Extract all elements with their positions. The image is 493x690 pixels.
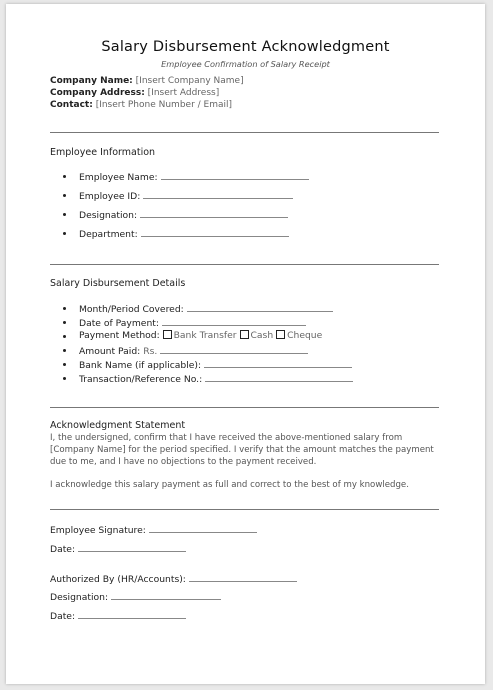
authorized-date-label: Date: bbox=[50, 611, 76, 622]
date-of-payment-field[interactable] bbox=[162, 316, 306, 326]
bullet-dot bbox=[63, 307, 66, 310]
employee-id-field[interactable] bbox=[143, 189, 293, 199]
designation-label: Designation: bbox=[79, 210, 138, 221]
company-contact-row bbox=[50, 100, 232, 110]
designation-field[interactable] bbox=[140, 208, 288, 218]
document-page bbox=[6, 4, 485, 684]
bullet-dot bbox=[63, 321, 66, 324]
bullet-dot bbox=[63, 175, 66, 178]
document-subtitle: Employee Confirmation of Salary Receipt bbox=[161, 59, 330, 69]
authorized-by-field[interactable] bbox=[189, 572, 297, 582]
bank-transfer-checkbox[interactable] bbox=[163, 330, 172, 339]
document-title: Salary Disbursement Acknowledgment bbox=[101, 39, 390, 55]
acknowledgment-line-1: I, the undersigned, confirm that I have received the above-mentioned salary from bbox=[50, 433, 403, 443]
month-period-field[interactable] bbox=[187, 302, 333, 312]
authorized-date-row bbox=[50, 609, 186, 622]
divider bbox=[50, 132, 439, 133]
employee-signature-row bbox=[50, 523, 257, 536]
employee-id-label: Employee ID: bbox=[79, 191, 141, 202]
bank-name-field[interactable] bbox=[204, 358, 352, 368]
cash-option: Cash bbox=[250, 330, 274, 341]
transaction-ref-label: Transaction/Reference No.: bbox=[79, 374, 203, 385]
authorized-designation-field[interactable] bbox=[111, 590, 221, 600]
employee-date-field[interactable] bbox=[78, 542, 186, 552]
acknowledgment-line-2: [Company Name] for the period specified. I verify that the amount matches the payment bbox=[50, 445, 434, 455]
department-label: Department: bbox=[79, 229, 138, 240]
company-address-row bbox=[50, 88, 219, 98]
amount-prefix: Rs. bbox=[143, 346, 158, 357]
amount-paid-field[interactable] bbox=[160, 344, 308, 354]
authorized-designation-row bbox=[50, 590, 221, 603]
company-name-row bbox=[50, 76, 244, 86]
employee-signature-field[interactable] bbox=[149, 523, 257, 533]
acknowledgment-line-4: I acknowledge this salary payment as full and correct to the best of my knowledge. bbox=[50, 480, 409, 490]
divider bbox=[50, 509, 439, 510]
employee-date-label: Date: bbox=[50, 544, 76, 555]
cash-checkbox[interactable] bbox=[240, 330, 249, 339]
bullet-dot bbox=[63, 213, 66, 216]
company-name-label: Company Name: bbox=[50, 76, 133, 86]
bullet-dot bbox=[63, 335, 66, 338]
divider bbox=[50, 407, 439, 408]
divider bbox=[50, 264, 439, 265]
employee-name-field[interactable] bbox=[161, 170, 309, 180]
authorized-by-row bbox=[50, 572, 297, 585]
bullet-dot bbox=[63, 363, 66, 366]
bank-transfer-option: Bank Transfer bbox=[173, 330, 237, 341]
employee-date-row bbox=[50, 542, 186, 555]
company-address-value[interactable]: [Insert Address] bbox=[147, 88, 220, 98]
transaction-ref-field[interactable] bbox=[205, 372, 353, 382]
company-address-label: Company Address: bbox=[50, 88, 145, 98]
payment-method-label: Payment Method: bbox=[79, 330, 160, 341]
employee-name-label: Employee Name: bbox=[79, 172, 158, 183]
bullet-dot bbox=[63, 377, 66, 380]
date-of-payment-label: Date of Payment: bbox=[79, 318, 159, 329]
bullet-dot bbox=[63, 232, 66, 235]
employee-signature-label: Employee Signature: bbox=[50, 525, 146, 536]
cheque-checkbox[interactable] bbox=[276, 330, 285, 339]
department-field[interactable] bbox=[141, 227, 289, 237]
bullet-dot bbox=[63, 349, 66, 352]
authorized-designation-label: Designation: bbox=[50, 592, 109, 603]
cheque-option: Cheque bbox=[287, 330, 323, 341]
company-contact-label: Contact: bbox=[50, 100, 93, 110]
bullet-dot bbox=[63, 194, 66, 197]
salary-details-heading: Salary Disbursement Details bbox=[50, 278, 186, 289]
authorized-by-label: Authorized By (HR/Accounts): bbox=[50, 574, 186, 585]
acknowledgment-heading: Acknowledgment Statement bbox=[50, 420, 186, 431]
employee-info-heading: Employee Information bbox=[50, 147, 156, 158]
amount-paid-label: Amount Paid: bbox=[79, 346, 141, 357]
authorized-date-field[interactable] bbox=[78, 609, 186, 619]
company-name-value[interactable]: [Insert Company Name] bbox=[135, 76, 244, 86]
company-contact-value[interactable]: [Insert Phone Number / Email] bbox=[95, 100, 233, 110]
month-period-label: Month/Period Covered: bbox=[79, 304, 184, 315]
acknowledgment-line-3: due to me, and I have no objections to the payment received. bbox=[50, 457, 317, 467]
bank-name-label: Bank Name (if applicable): bbox=[79, 360, 202, 371]
